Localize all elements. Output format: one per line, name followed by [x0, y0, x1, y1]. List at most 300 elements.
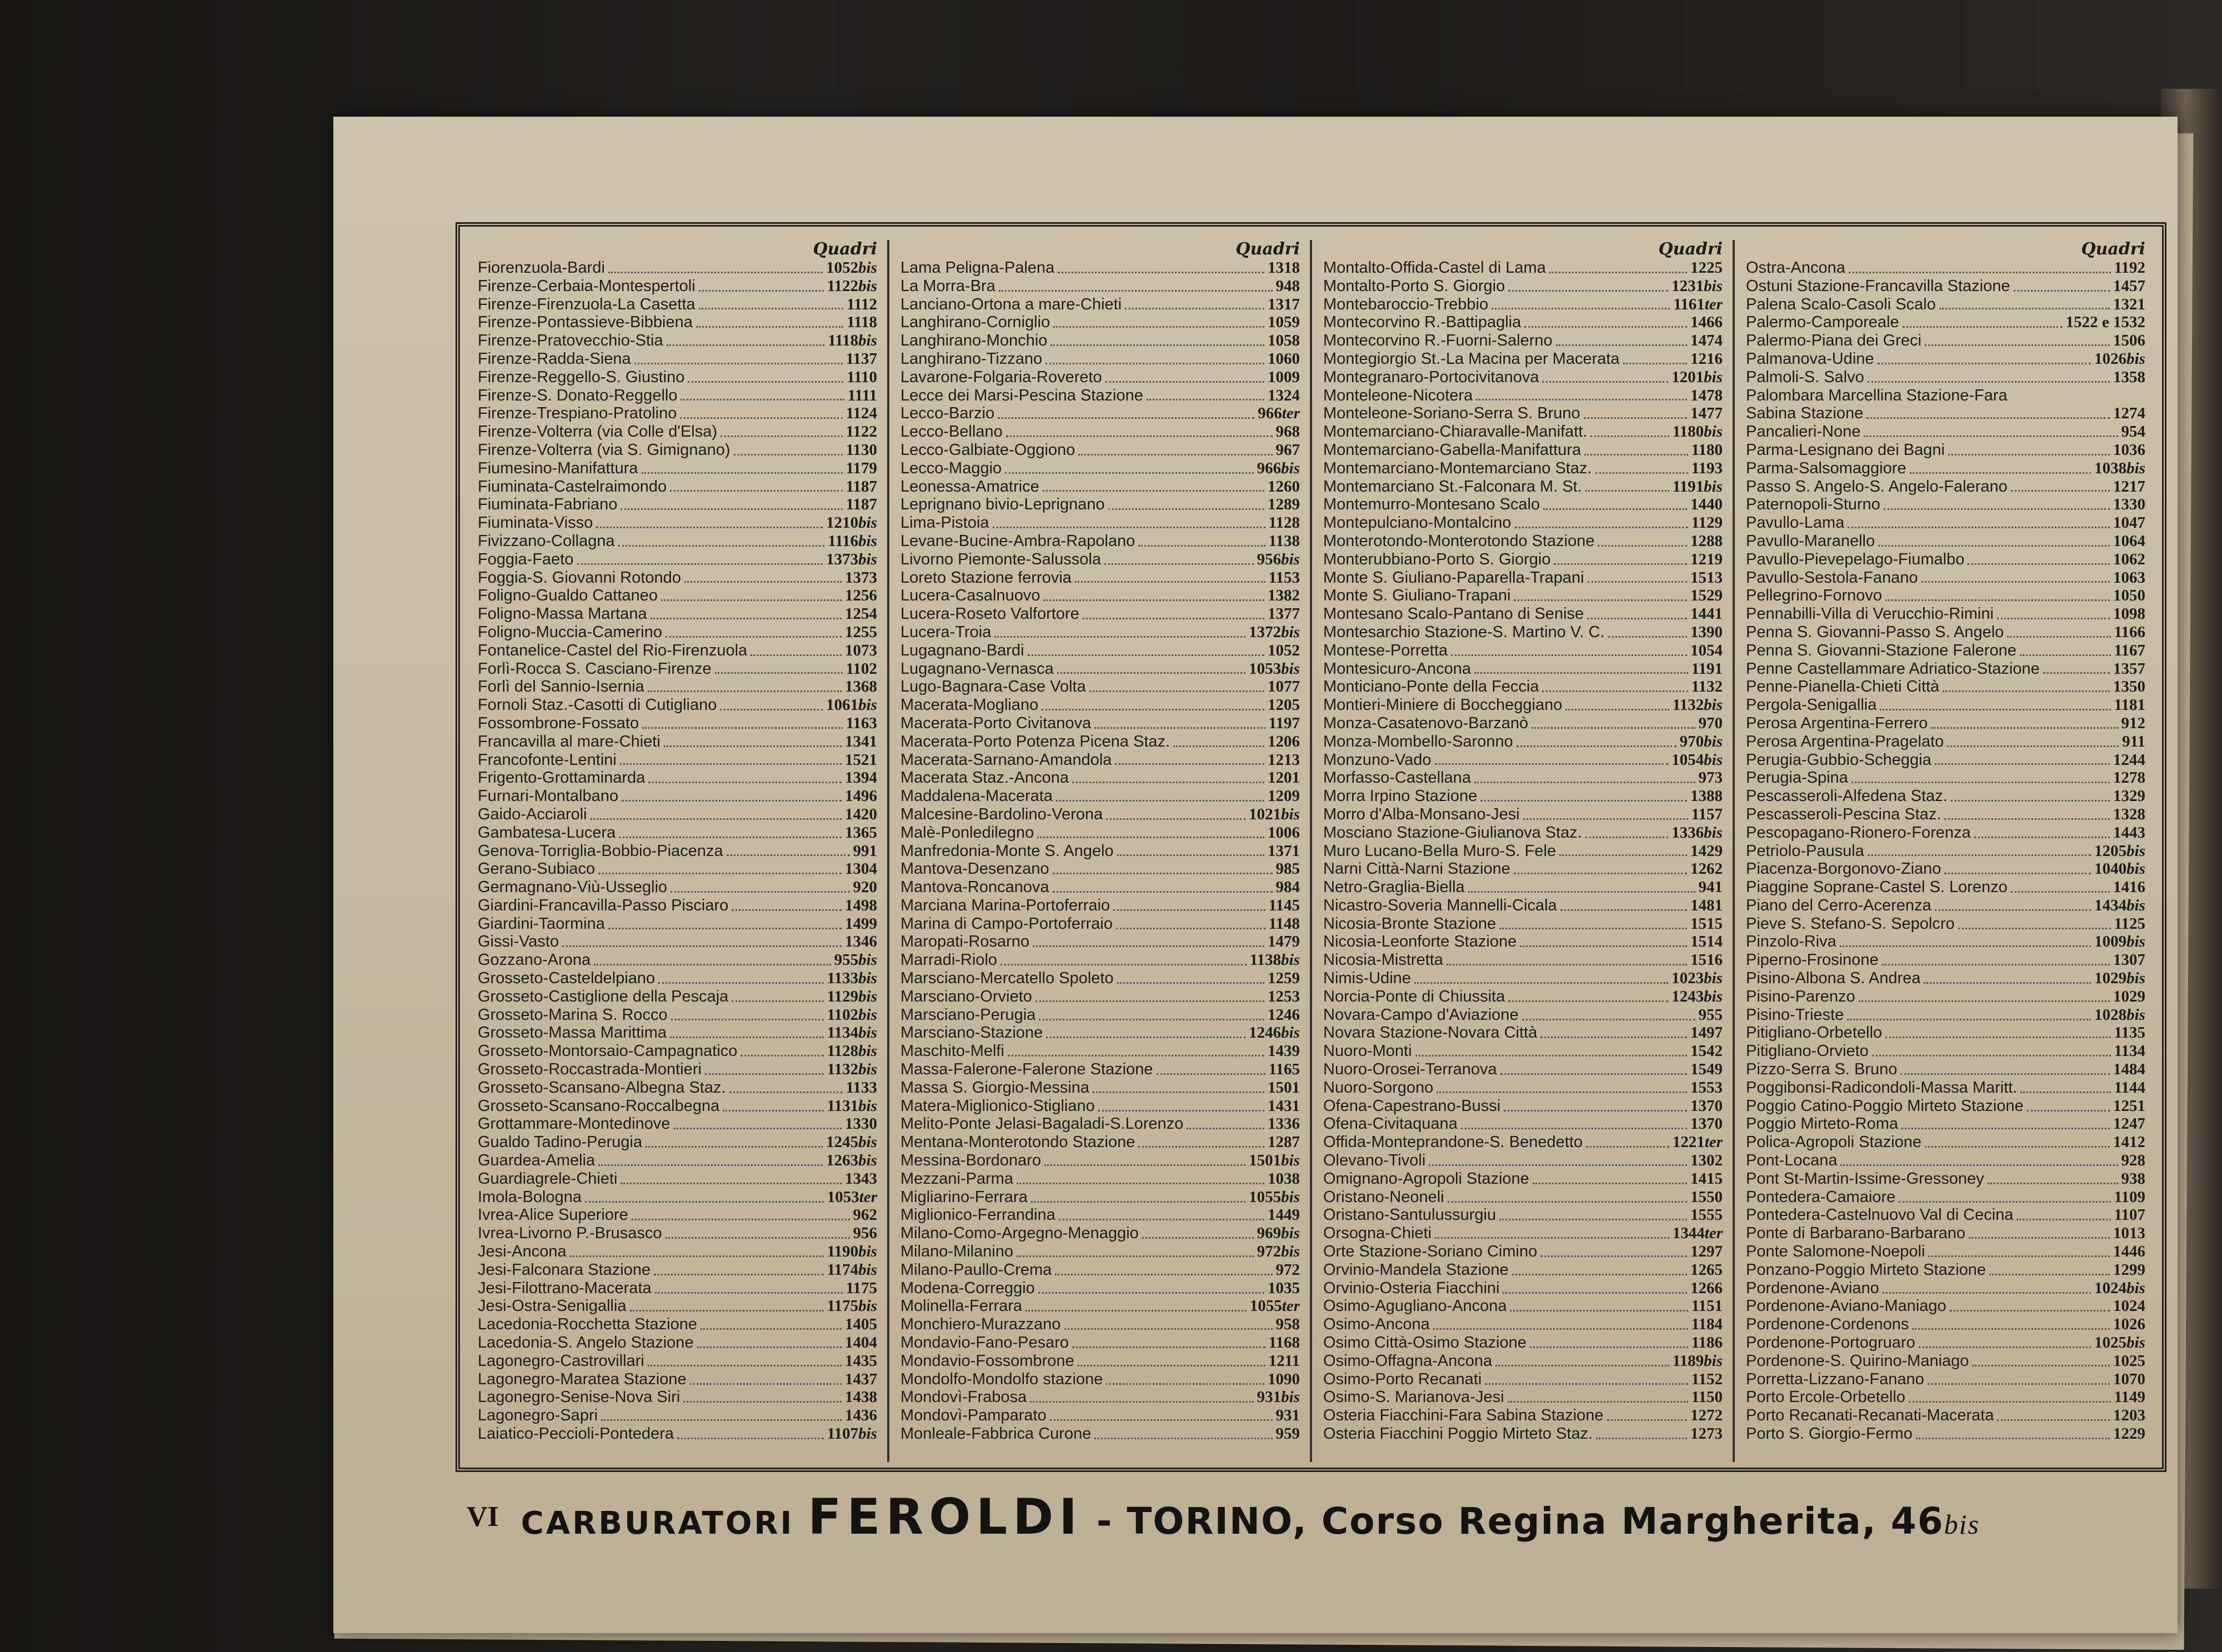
- table-number: [1269, 569, 1300, 587]
- leader-dots: [598, 873, 842, 874]
- table-number: [2113, 1224, 2145, 1243]
- document-page: [333, 117, 2178, 1633]
- route-entry: [900, 495, 1300, 514]
- table-number-value: 1437: [845, 1370, 877, 1388]
- table-number-value: 1244: [2113, 750, 2145, 769]
- route-entry: [900, 277, 1300, 296]
- route-entry: [478, 1388, 877, 1406]
- route-entry: [1323, 495, 1723, 514]
- leader-dots: [1885, 1037, 2111, 1038]
- route-name: Nicastro-Soveria Mannelli-Cicala: [1323, 896, 1557, 914]
- leader-dots: [634, 363, 843, 364]
- table-number-value: 1287: [1268, 1133, 1300, 1152]
- route-name: Mantova-Desenzano: [900, 860, 1049, 878]
- leader-dots: [1125, 308, 1264, 309]
- route-entry: [900, 1406, 1300, 1425]
- route-entry: [900, 1224, 1300, 1243]
- table-number: [1690, 1279, 1723, 1298]
- leader-dots: [1532, 727, 1695, 729]
- leader-dots: [1585, 490, 1669, 492]
- table-number-value: 1153: [1268, 568, 1300, 587]
- table-number: [1257, 1243, 1300, 1261]
- table-number-value: 1441: [1690, 605, 1723, 623]
- route-name: Pitigliano-Orvieto: [1746, 1042, 1869, 1060]
- leader-dots: [1147, 399, 1264, 401]
- leader-dots: [632, 1219, 850, 1220]
- route-entry: [1746, 769, 2145, 787]
- table-number-value: 1278: [2113, 769, 2145, 787]
- table-number-suffix: bis: [858, 1005, 877, 1024]
- leader-dots: [1517, 745, 1676, 747]
- route-entry: [1323, 1042, 1723, 1060]
- leader-dots: [1435, 1237, 1669, 1239]
- table-number: [1268, 824, 1300, 842]
- leader-dots: [1847, 1019, 2091, 1020]
- table-number-value: 1036: [2113, 440, 2145, 459]
- table-number: [846, 478, 877, 496]
- route-name: Palmanova-Udine: [1746, 349, 1874, 368]
- table-number-value: 1122: [827, 277, 859, 295]
- leader-dots: [1623, 363, 1687, 364]
- table-number: [828, 532, 877, 550]
- table-number-value: 1180: [1672, 423, 1704, 441]
- route-name: Marsciano-Perugia: [900, 1005, 1036, 1024]
- table-number-value: 1024: [2094, 1279, 2127, 1297]
- table-number-value: 1047: [2113, 514, 2145, 532]
- leader-dots: [1508, 1000, 1668, 1002]
- route-name: Montesano Scalo-Pantano di Senise: [1323, 605, 1584, 623]
- route-name: Francavilla al mare-Chieti: [478, 732, 660, 750]
- table-number-value: 954: [2121, 423, 2145, 441]
- table-number: [845, 1334, 877, 1352]
- table-number: [1268, 1279, 1300, 1298]
- route-entry: [478, 459, 877, 478]
- table-number: [1257, 1388, 1300, 1406]
- route-name: Foggia-Faeto: [478, 550, 574, 568]
- table-number: [1258, 404, 1300, 423]
- route-name: Pescasseroli-Pescina Staz.: [1746, 805, 1941, 823]
- leader-dots: [1508, 290, 1668, 292]
- table-number: [1690, 933, 1723, 951]
- table-number-value: 1070: [2113, 1370, 2145, 1388]
- route-entry: [1746, 988, 2145, 1006]
- route-name: Lagonegro-Senise-Nova Siri: [478, 1388, 680, 1406]
- leader-dots: [618, 545, 825, 547]
- route-entry: [1323, 459, 1723, 478]
- leader-dots: [642, 472, 843, 474]
- route-entry: [1323, 1315, 1723, 1334]
- table-number-value: 1346: [845, 933, 877, 951]
- route-entry: [478, 769, 877, 787]
- route-name: Lagonegro-Sapri: [478, 1406, 598, 1425]
- leader-dots: [1037, 837, 1264, 838]
- route-entry: [900, 1334, 1300, 1352]
- table-number-value: 1497: [1690, 1024, 1723, 1042]
- table-number: [2113, 1406, 2145, 1425]
- route-name: Grosseto-Montorsaio-Campagnatico: [478, 1042, 738, 1060]
- table-number-suffix: ter: [859, 1188, 877, 1206]
- route-entry: [478, 1024, 877, 1042]
- route-name: Marradi-Riolo: [900, 951, 998, 969]
- table-number-value: 1443: [2113, 823, 2145, 842]
- table-number-value: 1330: [2113, 495, 2145, 514]
- route-entry: [1323, 1006, 1723, 1024]
- leader-dots: [2016, 1219, 2110, 1220]
- table-number-value: 1165: [1268, 1060, 1300, 1079]
- table-number-value: 1201: [1268, 769, 1300, 787]
- leader-dots: [1885, 599, 2110, 601]
- leader-dots: [661, 599, 842, 601]
- table-number-value: 1498: [845, 896, 877, 914]
- leader-dots: [696, 326, 843, 328]
- table-number: [2122, 733, 2145, 751]
- table-number-suffix: bis: [858, 1024, 877, 1042]
- leader-dots: [1429, 1164, 1687, 1166]
- route-entry: [900, 714, 1300, 733]
- table-number: [826, 1152, 877, 1170]
- leader-dots: [1608, 636, 1687, 638]
- leader-dots: [1540, 1255, 1687, 1257]
- table-number-value: 1137: [845, 349, 877, 368]
- route-name: Monleale-Fabbrica Curone: [900, 1425, 1092, 1443]
- table-number-value: 1435: [845, 1351, 877, 1370]
- table-number-suffix: bis: [1704, 750, 1723, 769]
- table-number-value: 956: [1257, 550, 1282, 568]
- leader-dots: [1437, 1092, 1687, 1093]
- table-number-value: 1382: [1268, 587, 1300, 605]
- leader-dots: [729, 1092, 843, 1093]
- leader-dots: [1864, 435, 2118, 437]
- leader-dots: [1989, 1274, 2110, 1275]
- route-entry: [900, 587, 1300, 605]
- table-number: [845, 1315, 877, 1334]
- route-entry: [900, 1243, 1300, 1261]
- route-entry: [478, 1261, 877, 1279]
- route-entry: [478, 478, 877, 496]
- table-number-value: 962: [853, 1206, 877, 1224]
- table-number-value: 1219: [1690, 550, 1723, 568]
- route-name: Montegranaro-Portocivitanova: [1323, 368, 1539, 386]
- table-number-value: 1023: [1671, 969, 1704, 988]
- route-entry: [478, 678, 877, 696]
- table-number-value: 1132: [1691, 678, 1723, 696]
- route-entry: [1323, 988, 1723, 1006]
- leader-dots: [1435, 763, 1669, 765]
- route-entry: [478, 787, 877, 805]
- table-number-value: 969: [1257, 1224, 1282, 1243]
- route-name: Jesi-Filottrano-Macerata: [478, 1279, 652, 1297]
- route-entry: [1746, 368, 2145, 387]
- route-name: Pellegrino-Fornovo: [1746, 587, 1883, 605]
- route-name: Lugo-Bagnara-Case Volta: [900, 678, 1086, 696]
- table-number: [1269, 1352, 1300, 1370]
- table-number-value: 1205: [2094, 842, 2127, 860]
- table-number: [2094, 1279, 2145, 1298]
- table-number-value: 1474: [1690, 332, 1723, 350]
- table-number: [2094, 842, 2145, 860]
- table-number: [1269, 714, 1300, 733]
- route-entry: [1323, 296, 1723, 314]
- leader-dots: [1138, 1146, 1264, 1148]
- route-name: Marina di Campo-Portoferraio: [900, 914, 1113, 933]
- route-entry: [1746, 1352, 2145, 1370]
- route-entry: [1746, 824, 2145, 842]
- route-name: Marsciano-Mercatello Spoleto: [900, 969, 1114, 988]
- route-name: Perosa Argentina-Pragelato: [1746, 732, 1944, 750]
- route-name: Montepulciano-Montalcino: [1323, 514, 1512, 532]
- table-number-value: 1193: [1691, 459, 1723, 477]
- table-number-value: 1102: [827, 1005, 859, 1024]
- route-name: Gualdo Tadino-Perugia: [478, 1133, 643, 1152]
- table-number: [846, 1079, 877, 1097]
- route-entry: [1746, 605, 2145, 623]
- leader-dots: [1919, 1346, 2091, 1348]
- route-name: Lucera-Troia: [900, 623, 992, 641]
- table-number-value: 1324: [1268, 386, 1300, 404]
- route-entry: [478, 842, 877, 860]
- table-number-value: 973: [1698, 769, 1723, 787]
- route-name: Foggia-S. Giovanni Rotondo: [478, 568, 681, 587]
- table-number-value: 1148: [1268, 914, 1300, 933]
- route-name: Pavullo-Pievepelago-Fiumalbo: [1746, 550, 1965, 568]
- route-entry: [478, 733, 877, 751]
- route-name: Macerata Staz.-Ancona: [900, 769, 1069, 787]
- route-entry: [1746, 860, 2145, 878]
- leader-dots: [2020, 654, 2111, 656]
- route-entry: [1746, 259, 2145, 277]
- table-number-value: 1125: [2114, 914, 2145, 933]
- route-name: Nuoro-Monti: [1323, 1042, 1412, 1060]
- route-name: Leonessa-Amatrice: [900, 477, 1039, 495]
- route-name: Morro d'Alba-Monsano-Jesi: [1323, 805, 1520, 823]
- table-number-suffix: bis: [858, 259, 877, 277]
- route-name: Nicosia-Leonforte Stazione: [1323, 933, 1517, 951]
- leader-dots: [1587, 618, 1687, 619]
- table-number-suffix: bis: [2126, 842, 2145, 860]
- table-number-value: 1116: [828, 532, 859, 550]
- route-entry: [900, 1388, 1300, 1406]
- route-name: Nicosia-Mistretta: [1323, 951, 1443, 969]
- leader-dots: [1921, 581, 2110, 583]
- leader-dots: [1094, 1438, 1272, 1439]
- route-name: Novara Stazione-Novara Città: [1323, 1024, 1538, 1042]
- route-name: Porto Recanati-Recanati-Macerata: [1746, 1406, 1994, 1425]
- route-name: Pitigliano-Orbetello: [1746, 1024, 1883, 1042]
- route-entry: [1323, 660, 1723, 678]
- table-number: [845, 805, 877, 824]
- route-entry: [478, 587, 877, 605]
- table-number-value: 912: [2121, 714, 2145, 732]
- table-number: [2113, 495, 2145, 514]
- route-name: Lavarone-Folgaria-Rovereto: [900, 368, 1102, 386]
- route-name: Loreto Stazione ferrovia: [900, 568, 1072, 587]
- table-number-value: 1429: [1690, 842, 1723, 860]
- route-entry: [1746, 1152, 2145, 1170]
- leader-dots: [622, 800, 842, 802]
- table-number: [1250, 951, 1300, 969]
- leader-dots: [1883, 1292, 2091, 1294]
- table-number: [1268, 495, 1300, 514]
- table-number-value: 920: [853, 878, 877, 897]
- leader-dots: [1138, 545, 1265, 547]
- table-number-value: 1344: [1672, 1224, 1705, 1243]
- route-name: Fiorenzuola-Bardi: [478, 259, 605, 277]
- table-number: [1249, 1024, 1300, 1042]
- table-number: [2114, 1024, 2145, 1042]
- route-entry: [478, 878, 877, 897]
- table-number: [1690, 1152, 1723, 1170]
- table-number-value: 1061: [826, 696, 859, 714]
- table-number: [1268, 478, 1300, 496]
- table-number-value: 1052: [1268, 641, 1300, 659]
- table-number: [853, 842, 878, 860]
- table-number: [1690, 1425, 1723, 1443]
- route-entry: [900, 1170, 1300, 1188]
- route-entry: [1323, 1133, 1723, 1152]
- table-number: [2113, 1370, 2145, 1389]
- table-number-value: 1201: [1671, 368, 1704, 386]
- route-name: Grosseto-Marina S. Rocco: [478, 1005, 668, 1024]
- route-entry: [478, 532, 877, 550]
- route-name: Lagonegro-Maratea Stazione: [478, 1370, 687, 1388]
- leader-dots: [648, 782, 842, 783]
- table-number-value: 1412: [2113, 1133, 2145, 1152]
- table-number: [1690, 1188, 1723, 1207]
- leader-dots: [608, 928, 842, 929]
- table-number: [1691, 678, 1723, 696]
- route-name: Penne Castellammare Adriatico-Stazione: [1746, 659, 2040, 678]
- route-name: Firenze-Reggello-S. Giustino: [478, 368, 685, 386]
- route-entry: [1323, 1024, 1723, 1042]
- route-name: Ofena-Capestrano-Bussi: [1323, 1097, 1501, 1115]
- table-number: [2114, 696, 2145, 714]
- route-name: Lecco-Barzio: [900, 404, 995, 423]
- route-name: Montieri-Miniere di Boccheggiano: [1323, 696, 1563, 714]
- table-number-value: 1449: [1268, 1206, 1300, 1224]
- table-number-suffix: bis: [1281, 1243, 1300, 1261]
- route-entry: [1323, 897, 1723, 915]
- route-name: Palermo-Camporeale: [1746, 313, 1899, 332]
- route-name: Lama Peligna-Palena: [900, 259, 1055, 277]
- route-entry: [1746, 1388, 2145, 1406]
- route-entry: [900, 842, 1300, 860]
- table-number-value: 1052: [826, 259, 859, 277]
- route-entry: [478, 1042, 877, 1060]
- table-number: [1690, 404, 1723, 423]
- table-number: [1276, 441, 1300, 459]
- table-number-suffix: ter: [1704, 295, 1723, 313]
- leader-dots: [1064, 1328, 1273, 1330]
- table-number-value: 1299: [2113, 1260, 2145, 1279]
- leader-dots: [1039, 1019, 1264, 1020]
- route-name: Lecce dei Marsi-Pescina Stazione: [900, 386, 1143, 404]
- route-entry: [1323, 878, 1723, 897]
- leader-dots: [680, 399, 844, 401]
- table-number-value: 1357: [2113, 659, 2145, 678]
- table-number-value: 1297: [1690, 1243, 1723, 1261]
- table-number-value: 1187: [845, 477, 877, 495]
- leader-dots: [670, 490, 843, 492]
- table-number: [2114, 1042, 2145, 1060]
- table-number: [827, 1261, 877, 1279]
- table-number-value: 956: [853, 1224, 877, 1243]
- route-name: Perugia-Spina: [1746, 769, 1848, 787]
- table-number: [1268, 1042, 1300, 1060]
- table-number-value: 1481: [1690, 896, 1723, 914]
- table-number-value: 955: [1698, 1005, 1723, 1024]
- leader-dots: [1565, 709, 1669, 710]
- table-number-suffix: bis: [1704, 969, 1723, 988]
- route-entry: [1746, 1279, 2145, 1298]
- route-entry: [900, 368, 1300, 387]
- leader-dots: [750, 654, 842, 656]
- table-number-value: 1110: [847, 368, 877, 386]
- route-name: Pordenone-S. Quirino-Maniago: [1746, 1351, 1969, 1370]
- route-name: Montecorvino R.-Battipaglia: [1323, 313, 1522, 332]
- table-number-value: 1549: [1690, 1060, 1723, 1079]
- table-number-suffix: bis: [858, 514, 877, 532]
- route-name: Pavullo-Maranello: [1746, 532, 1875, 550]
- route-name: Langhirano-Monchio: [900, 332, 1048, 350]
- table-number: [1699, 1006, 1723, 1024]
- leader-dots: [740, 1055, 823, 1057]
- route-name: Osimo Città-Osimo Stazione: [1323, 1334, 1527, 1352]
- route-name: Pavullo-Sestola-Fanano: [1746, 568, 1918, 587]
- leader-dots: [1072, 1346, 1265, 1348]
- table-number: [827, 969, 877, 988]
- route-entry: [1746, 915, 2145, 933]
- table-number: [1690, 1024, 1723, 1042]
- table-number: [848, 387, 877, 405]
- table-number: [1249, 623, 1300, 642]
- route-name: Orvinio-Osteria Fiacchini: [1323, 1279, 1500, 1297]
- table-number-value: 1440: [1690, 495, 1723, 514]
- route-name: Montese-Porretta: [1323, 641, 1448, 659]
- route-entry: [1746, 1188, 2145, 1207]
- leader-dots: [1476, 399, 1687, 401]
- route-entry: [900, 1060, 1300, 1079]
- route-entry: [900, 532, 1300, 550]
- table-number: [853, 878, 878, 897]
- table-number-suffix: bis: [858, 332, 877, 350]
- table-number-value: 1373: [826, 550, 859, 568]
- table-number: [1268, 350, 1300, 368]
- table-number-value: 1246: [1268, 1005, 1300, 1024]
- route-name: Monticiano-Ponte della Feccia: [1323, 678, 1539, 696]
- table-number-suffix: bis: [858, 1297, 877, 1315]
- table-number: [1673, 1133, 1723, 1152]
- table-number: [1268, 1206, 1300, 1224]
- table-number: [1276, 423, 1300, 441]
- table-number-value: 1134: [827, 1024, 859, 1042]
- route-entry: [1746, 951, 2145, 969]
- route-name: Novara-Campo d'Aviazione: [1323, 1005, 1519, 1024]
- table-number-value: 1028: [2094, 1005, 2127, 1024]
- leader-dots: [1157, 1073, 1265, 1075]
- table-number-value: 1431: [1268, 1097, 1300, 1115]
- leader-dots: [1474, 782, 1695, 783]
- route-entry: [478, 277, 877, 296]
- table-number-suffix: bis: [1281, 1224, 1300, 1243]
- leader-dots: [1106, 1383, 1264, 1385]
- leader-dots: [1008, 1055, 1264, 1057]
- table-number: [1269, 532, 1300, 550]
- table-number-value: 1317: [1268, 295, 1300, 313]
- table-number-suffix: bis: [1281, 1388, 1300, 1406]
- table-number: [1673, 1352, 1723, 1370]
- table-number-value: 938: [2121, 1169, 2145, 1188]
- route-name: Poggibonsi-Radicondoli-Massa Maritt.: [1746, 1078, 2018, 1097]
